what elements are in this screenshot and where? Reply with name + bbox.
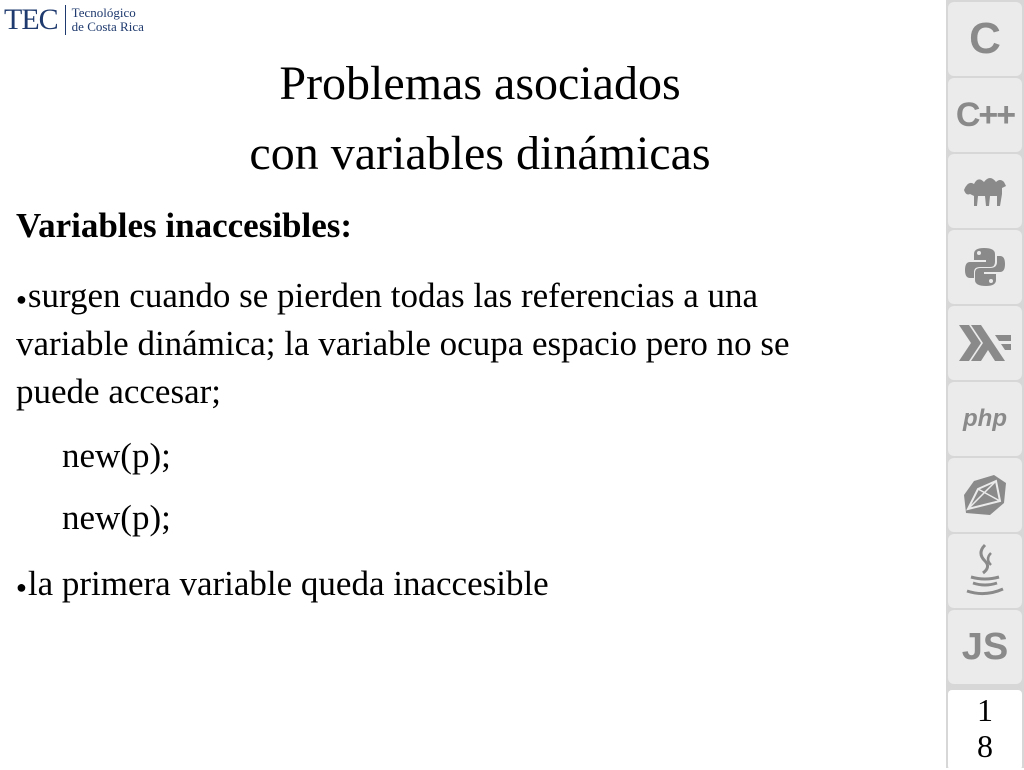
code-line-2: new(p); — [62, 498, 171, 537]
logo-line2: de Costa Rica — [71, 19, 144, 34]
bullet-icon: ● — [16, 576, 27, 597]
bullet-1-line2: variable dinámica; la variable ocupa espacio pero no se — [16, 324, 790, 363]
bullet-2 — [16, 560, 936, 611]
java-icon — [948, 534, 1022, 608]
bullet-icon: ● — [16, 288, 27, 309]
slide-subheading: Variables inaccesibles: — [16, 206, 353, 245]
logo-abbrev: TEC — [4, 3, 58, 36]
cpp-icon: C++ — [948, 78, 1022, 152]
ruby-icon — [948, 458, 1022, 532]
page-number-digit-1: 1 — [977, 692, 993, 728]
python-icon — [948, 230, 1022, 304]
bullet-2-text: la primera variable queda inaccesible — [27, 564, 549, 603]
bullet-1-line3: puede accesar; — [16, 372, 221, 411]
js-icon: JS — [948, 610, 1022, 684]
logo-divider — [65, 5, 66, 35]
php-icon: php — [948, 382, 1022, 456]
page-number-digit-2: 8 — [977, 728, 993, 764]
logo-name — [72, 6, 144, 34]
bullet-1-line1 — [16, 272, 936, 323]
tec-logo — [4, 2, 144, 38]
bullet-1-text-1: surgen cuando se pierden todas las referencias a una — [27, 276, 759, 315]
code-line-1: new(p); — [62, 436, 171, 475]
camel-icon — [948, 154, 1022, 228]
slide-title-line2: con variables dinámicas — [249, 127, 711, 180]
slide-title-line1: Problemas asociados — [279, 57, 681, 110]
haskell-icon — [948, 306, 1022, 380]
logo-line1: Tecnológico — [71, 5, 136, 20]
page-number — [948, 690, 1022, 770]
c-icon: C — [948, 2, 1022, 76]
